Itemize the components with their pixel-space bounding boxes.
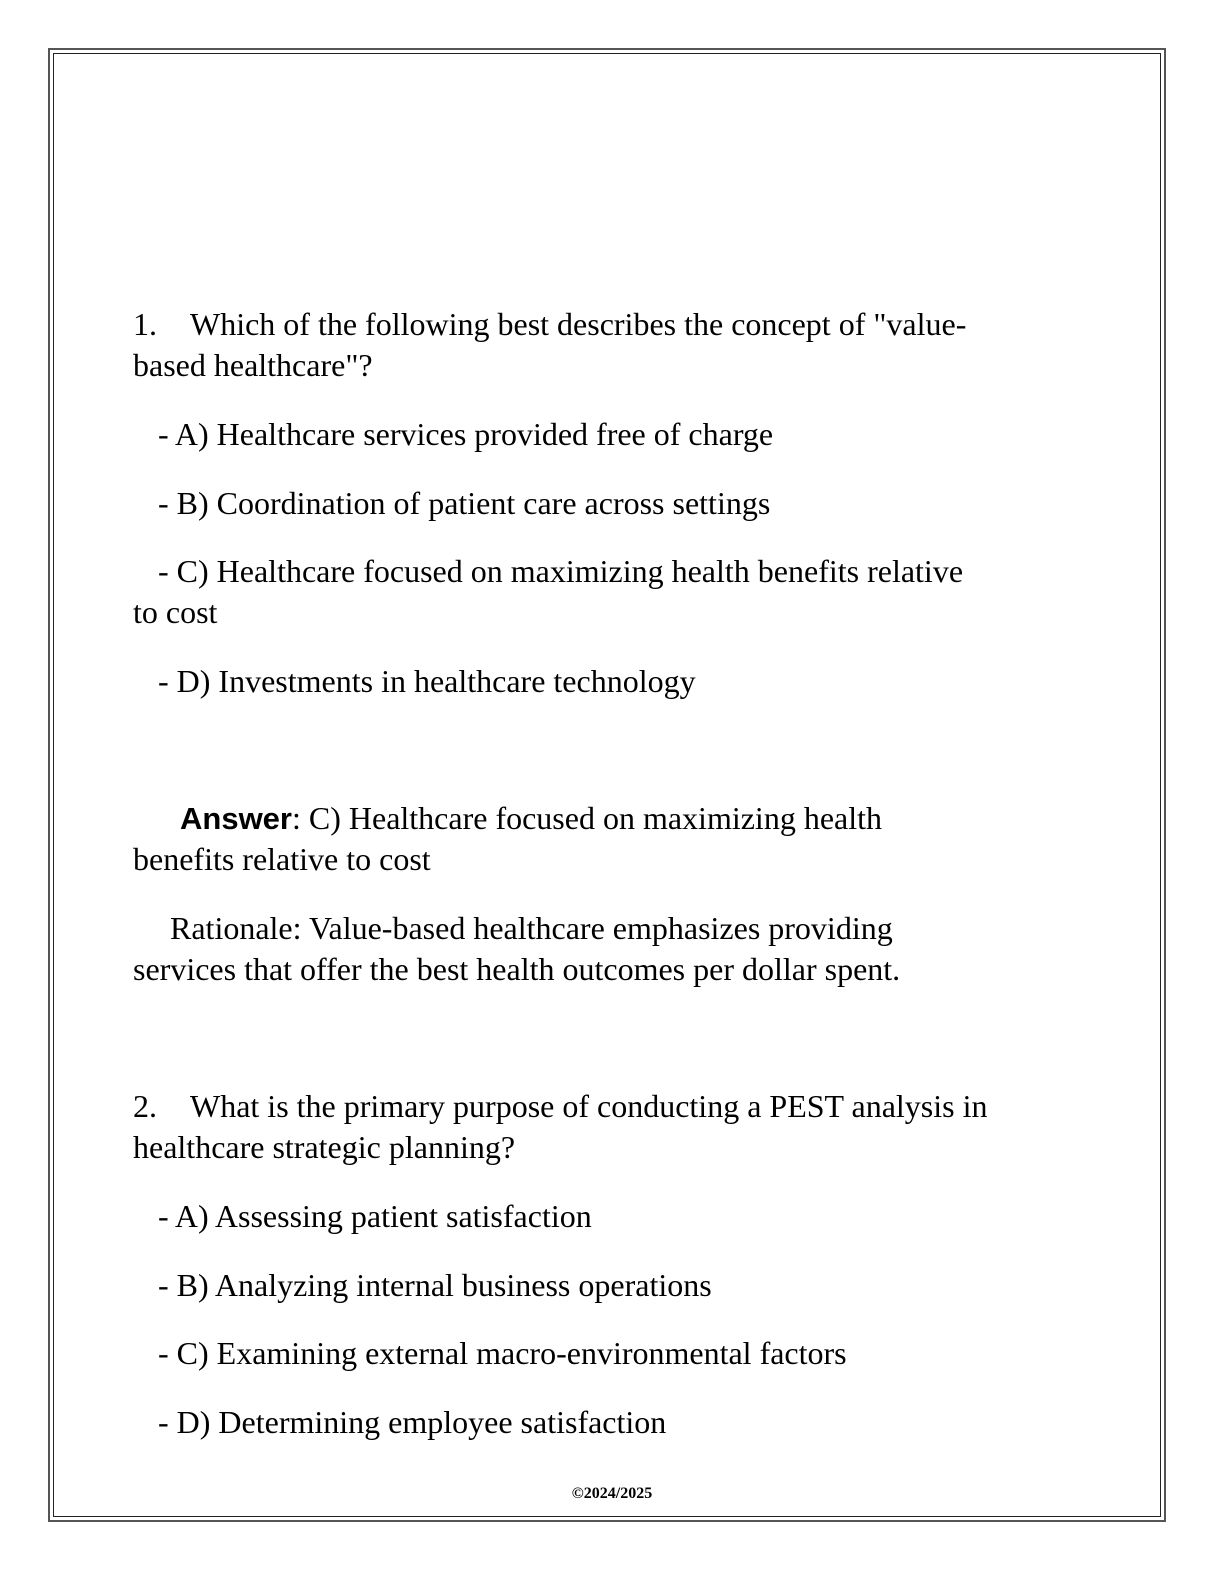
question-2-option-c: - C) Examining external macro-environmental factors (158, 1335, 847, 1371)
question-1-line-1 (133, 304, 966, 344)
question-1-option-d: - D) Investments in healthcare technology (158, 663, 696, 699)
question-1-number: 1. (133, 306, 157, 342)
question-1-answer-line-2: benefits relative to cost (133, 841, 431, 877)
answer-label: Answer (180, 801, 292, 836)
question-1-answer-line-1 (180, 798, 882, 839)
question-2-option-b: - B) Analyzing internal business operations (158, 1267, 712, 1303)
question-2-text-2: healthcare strategic planning? (133, 1129, 516, 1165)
question-2-option-d: - D) Determining employee satisfaction (158, 1404, 667, 1440)
question-1-text-2: based healthcare"? (133, 347, 373, 383)
question-2-text-1: What is the primary purpose of conducting a PEST analysis in (190, 1088, 988, 1124)
footer-copyright: ©2024/2025 (571, 1485, 653, 1502)
question-1-rationale-1: Rationale: Value-based healthcare emphasizes providing (170, 910, 893, 946)
question-1-option-a: - A) Healthcare services provided free of charge (158, 416, 774, 452)
question-2-option-a: - A) Assessing patient satisfaction (158, 1198, 592, 1234)
question-2-number: 2. (133, 1088, 157, 1124)
question-1-rationale-2: services that offer the best health outcomes per dollar spent. (133, 951, 901, 987)
question-1-option-c-2: to cost (133, 594, 218, 630)
question-1-option-c-1: - C) Healthcare focused on maximizing health benefits relative (158, 553, 964, 589)
question-1-option-b: - B) Coordination of patient care across settings (158, 485, 771, 521)
answer-text-1: : C) Healthcare focused on maximizing health (291, 800, 882, 836)
question-1-text-1: Which of the following best describes the concept of "value- (190, 306, 967, 342)
question-2-line-1 (133, 1086, 987, 1126)
